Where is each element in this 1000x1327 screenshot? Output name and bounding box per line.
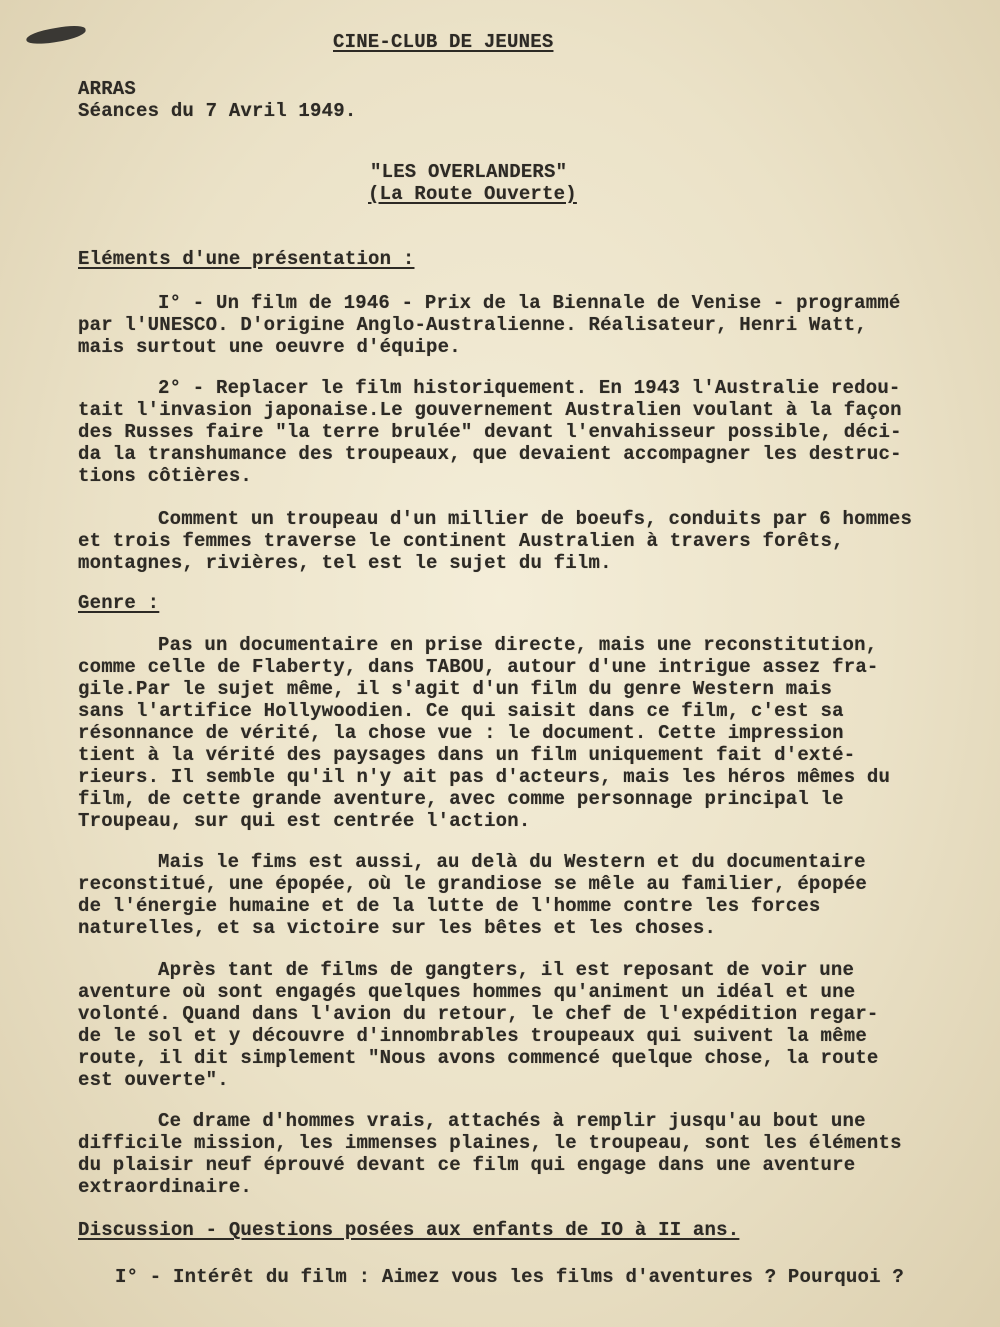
genre-line: de l'énergie humaine et de la lutte de l'homme contre les forces — [78, 895, 821, 917]
presentation-line: mais surtout une oeuvre d'équipe. — [78, 336, 461, 358]
genre-line: du plaisir neuf éprouvé devant ce film qui engage dans une aventure — [78, 1154, 856, 1176]
genre-line: Après tant de films de gangters, il est reposant de voir une — [158, 959, 855, 981]
genre-line: gile.Par le sujet même, il s'agit d'un film du genre Western mais — [78, 678, 833, 700]
genre-line: volonté. Quand dans l'avion du retour, le chef de l'expédition regar- — [78, 1003, 879, 1025]
genre-line: sans l'artifice Hollywoodien. Ce qui saisit dans ce film, c'est sa — [78, 700, 844, 722]
presentation-line: et trois femmes traverse le continent Australien à travers forêts, — [78, 530, 844, 552]
genre-line: tient à la vérité des paysages dans un film uniquement fait d'exté- — [78, 744, 856, 766]
presentation-line: da la transhumance des troupeaux, que devaient accompagner les destruc- — [78, 443, 902, 465]
presentation-line: tions côtières. — [78, 465, 253, 487]
film-subtitle: (La Route Ouverte) — [368, 183, 577, 205]
genre-line: Ce drame d'hommes vrais, attachés à remplir jusqu'au bout une — [158, 1110, 866, 1132]
discussion-heading: Discussion - Questions posées aux enfants de IO à II ans. — [78, 1219, 740, 1241]
presentation-line: I° - Un film de 1946 - Prix de la Biennale de Venise - programmé — [158, 292, 901, 314]
genre-line: reconstitué, une épopée, où le grandiose se mêle au familier, épopée — [78, 873, 867, 895]
presentation-line: tait l'invasion japonaise.Le gouvernement Australien voulant à la façon — [78, 399, 902, 421]
genre-line: comme celle de Flaberty, dans TABOU, autour d'une intrigue assez fra- — [78, 656, 879, 678]
session-date: Séances du 7 Avril 1949. — [78, 100, 357, 122]
presentation-heading: Eléments d'une présentation : — [78, 248, 415, 270]
presentation-line: des Russes faire "la terre brulée" devant l'envahisseur possible, déci- — [78, 421, 902, 443]
genre-line: de le sol et y découvre d'innombrables troupeaux qui suivent la même — [78, 1025, 867, 1047]
genre-heading: Genre : — [78, 592, 160, 614]
genre-line: aventure où sont engagés quelques hommes qu'animent un idéal et une — [78, 981, 856, 1003]
genre-line: naturelles, et sa victoire sur les bêtes et les choses. — [78, 917, 717, 939]
genre-line: Pas un documentaire en prise directe, mais une reconstitution, — [158, 634, 878, 656]
genre-line: difficile mission, les immenses plaines, le troupeau, sont les éléments — [78, 1132, 902, 1154]
club-name: CINE-CLUB DE JEUNES — [333, 31, 554, 53]
discussion-question: I° - Intérêt du film : Aimez vous les films d'aventures ? Pourquoi ? — [115, 1266, 904, 1288]
genre-line: est ouverte". — [78, 1069, 229, 1091]
genre-line: résonnance de vérité, la chose vue : le document. Cette impression — [78, 722, 844, 744]
ink-smudge — [25, 23, 86, 46]
genre-line: Troupeau, sur qui est centrée l'action. — [78, 810, 531, 832]
city: ARRAS — [78, 78, 137, 100]
genre-line: film, de cette grande aventure, avec comme personnage principal le — [78, 788, 844, 810]
presentation-line: par l'UNESCO. D'origine Anglo-Australienne. Réalisateur, Henri Watt, — [78, 314, 867, 336]
presentation-line: Comment un troupeau d'un millier de boeufs, conduits par 6 hommes — [158, 508, 913, 530]
genre-line: route, il dit simplement "Nous avons commencé quelque chose, la route — [78, 1047, 879, 1069]
genre-line: Mais le fims est aussi, au delà du Western et du documentaire — [158, 851, 866, 873]
genre-line: extraordinaire. — [78, 1176, 253, 1198]
presentation-line: montagnes, rivières, tel est le sujet du film. — [78, 552, 612, 574]
genre-line: rieurs. Il semble qu'il n'y ait pas d'acteurs, mais les héros mêmes du — [78, 766, 891, 788]
presentation-line: 2° - Replacer le film historiquement. En 1943 l'Australie redou- — [158, 377, 901, 399]
film-title: "LES OVERLANDERS" — [370, 161, 568, 183]
